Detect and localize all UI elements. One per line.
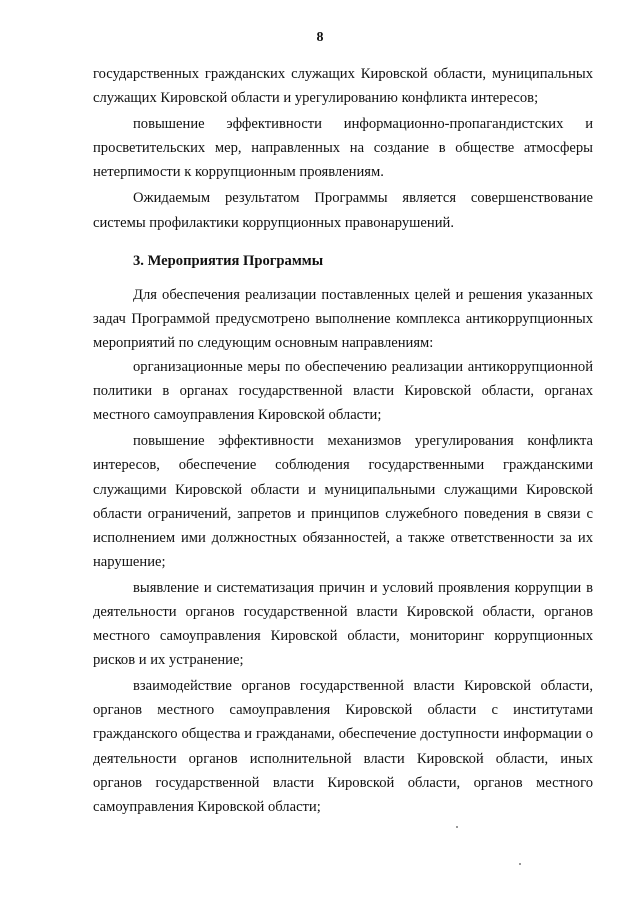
page-number: 8 xyxy=(316,30,324,45)
document-body xyxy=(93,62,593,819)
scan-speck xyxy=(456,826,458,828)
scan-speck xyxy=(519,863,521,865)
section-heading: 3. Мероприятия Программы xyxy=(133,252,324,269)
paragraph-expected-result: Ожидаемым результатом Программы является совершенствование системы профилактики коррупционных правонарушений. xyxy=(93,190,593,231)
paragraph-corruption-causes: выявление и систематизация причин и условий проявления коррупции в деятельности органов государственной власти Кировской области, органов местного самоуправления Кировской области, мониторинг коррупционных рисков и их устранение; xyxy=(93,579,593,669)
paragraph-organizational-measures: организационные меры по обеспечению реализации антикоррупционной политики в органах государственной власти Кировской области, органах местного самоуправления Кировской области; xyxy=(93,359,593,424)
paragraph-conflict-of-interest: повышение эффективности механизмов урегулирования конфликта интересов, обеспечение соблюдения государственными гражданскими служащими Кировской области и муниципальными служащими Кировской области ограничений, запретов и принципов служебного поведения в связи с исполнением ими должностных обязанностей, а также ответственности за их нарушение; xyxy=(93,433,593,570)
paragraph-continuation: государственных гражданских служащих Кировской области, муниципальных служащих Кировской области и урегулированию конфликта интересов; xyxy=(93,66,593,107)
paragraph-propaganda-measures: повышение эффективности информационно-пропагандистских и просветительских мер, направленных на создание в обществе атмосферы нетерпимости к коррупционным проявлениям. xyxy=(93,116,593,181)
paragraph-program-intro: Для обеспечения реализации поставленных целей и решения указанных задач Программой предусмотрено выполнение комплекса антикоррупционных мероприятий по следующим основным направлениям: xyxy=(93,286,593,351)
paragraph-civil-society: взаимодействие органов государственной власти Кировской области, органов местного самоуправления Кировской области с институтами гражданского общества и гражданами, обеспечение доступности информации о деятельности органов исполнительной власти Кировской области, иных органов государственной власти Кировской области, органов местного самоуправления Кировской области; xyxy=(93,678,593,815)
